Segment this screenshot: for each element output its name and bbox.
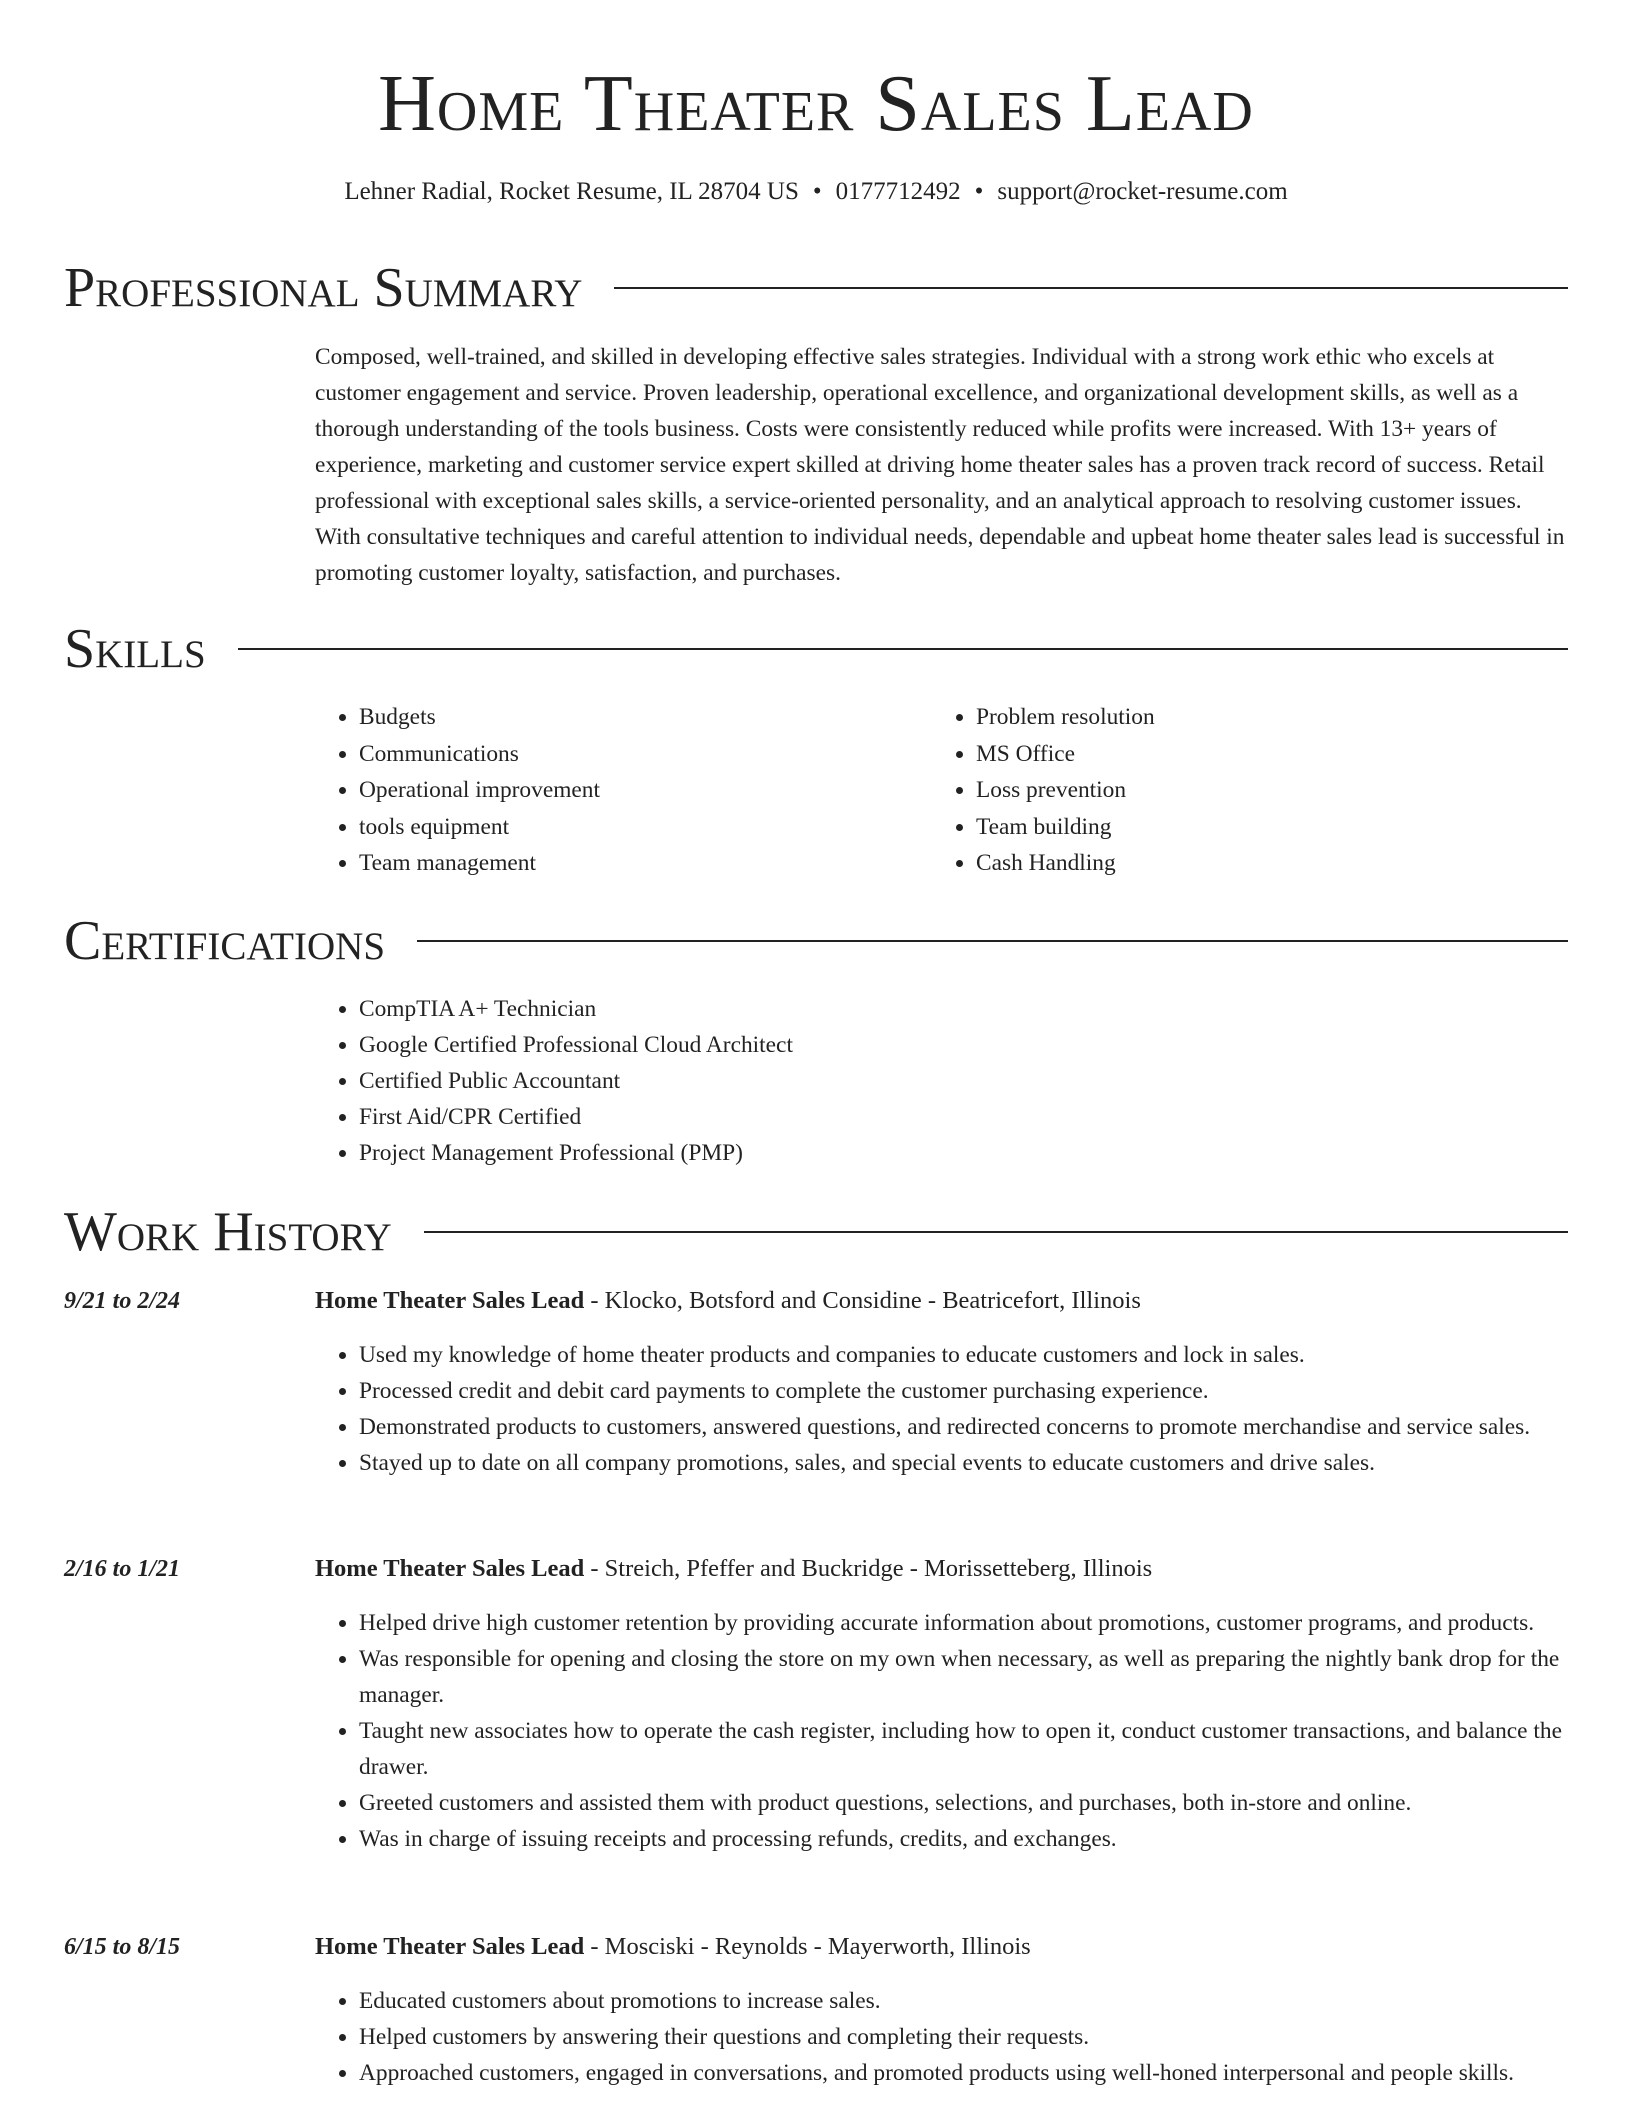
- job-company: - Klocko, Botsford and Considine - Beatricefort, Illinois: [584, 1287, 1141, 1314]
- job-bullet: • Processed credit and debit card payments to complete the customer purchasing experience.: [359, 1373, 1570, 1409]
- contact-line: [0, 174, 1632, 210]
- job-heading: [315, 1929, 1031, 1965]
- job-bullets: [315, 1605, 1570, 1857]
- job-bullet: • Educated customers about promotions to increase sales.: [359, 1983, 1570, 2019]
- job-bullet: • Taught new associates how to operate the cash register, including how to open it, conduct customer transactions, and balance the drawer.: [359, 1713, 1570, 1785]
- work-history-section-title: Work History: [64, 1201, 392, 1263]
- resume-name: Home Theater Sales Lead: [378, 60, 1254, 148]
- job-bullet: • Was in charge of issuing receipts and processing refunds, credits, and exchanges.: [359, 1821, 1570, 1857]
- job-heading: [315, 1283, 1141, 1319]
- job-company: - Streich, Pfeffer and Buckridge - Morissetteberg, Illinois: [584, 1555, 1153, 1582]
- job-title: Home Theater Sales Lead: [315, 1555, 585, 1582]
- job-bullet: • Approached customers, engaged in conversations, and promoted products using well-honed interpersonal and people skills.: [359, 2055, 1570, 2091]
- certification-item: • First Aid/CPR Certified: [359, 1099, 1459, 1135]
- job-dates: 6/15 to 8/15: [64, 1934, 181, 1960]
- job-bullet: • Used my knowledge of home theater products and companies to educate customers and lock in sales.: [359, 1337, 1570, 1373]
- job-title: Home Theater Sales Lead: [315, 1933, 585, 1960]
- work-history-section-header: [64, 1197, 1568, 1267]
- certifications-section-header: [64, 906, 1568, 976]
- certification-item: • CompTIA A+ Technician: [359, 991, 1459, 1027]
- job-bullets: [315, 1983, 1570, 2091]
- certification-item: • Certified Public Accountant: [359, 1063, 1459, 1099]
- job-bullets: [315, 1337, 1570, 1481]
- email: support@rocket-resume.com: [997, 178, 1288, 205]
- summary-section-title: Professional Summary: [64, 257, 583, 319]
- job-bullet: • Helped customers by answering their questions and completing their requests.: [359, 2019, 1570, 2055]
- certification-item: • Project Management Professional (PMP): [359, 1135, 1459, 1171]
- job-bullet: • Stayed up to date on all company promotions, sales, and special events to educate customers and drive sales.: [359, 1445, 1570, 1481]
- certification-item: • Google Certified Professional Cloud Architect: [359, 1027, 1459, 1063]
- contact-separator: •: [812, 178, 822, 205]
- skills-section-header: [64, 614, 1568, 684]
- skill-item: • Budgets: [359, 699, 919, 736]
- job-company: - Mosciski - Reynolds - Mayerworth, Illinois: [584, 1933, 1031, 1960]
- job-bullet: • Greeted customers and assisted them with product questions, selections, and purchases, both in-store and online.: [359, 1785, 1570, 1821]
- job-heading: [315, 1551, 1152, 1587]
- job-dates: 9/21 to 2/24: [64, 1288, 181, 1314]
- phone: 0177712492: [835, 178, 961, 205]
- skill-item: • Communications: [359, 736, 919, 773]
- contact-separator: •: [974, 178, 984, 205]
- job-bullet: • Demonstrated products to customers, answered questions, and redirected concerns to promote merchandise and service sales.: [359, 1409, 1570, 1445]
- skill-item: • Team management: [359, 845, 919, 882]
- certifications-section-title: Certifications: [64, 910, 386, 972]
- skills-list-left: [315, 699, 919, 882]
- skill-item: • Cash Handling: [976, 845, 1536, 882]
- address: Lehner Radial, Rocket Resume, IL 28704 US: [344, 178, 799, 205]
- skill-item: • Operational improvement: [359, 772, 919, 809]
- skills-section-title: Skills: [64, 618, 206, 680]
- job-title: Home Theater Sales Lead: [315, 1287, 585, 1314]
- job-dates: 2/16 to 1/21: [64, 1556, 181, 1582]
- summary-text: Composed, well-trained, and skilled in developing effective sales strategies. Individual with a strong work ethic who excels at customer engagement and service. Proven leadership, operational excellence, and organizational development skills, as well as a thorough understanding of the tools business. Costs were consistently reduced while profits were increased. With 13+ years of experience, marketing and customer service expert skilled at driving home theater sales has a proven track record of success. Retail professional with exceptional sales skills, a service-oriented personality, and an analytical approach to resolving customer issues. With consultative techniques and careful attention to individual needs, dependable and upbeat home theater sales lead is successful in promoting customer loyalty, satisfaction, and purchases.: [315, 344, 1565, 586]
- certifications-list: [315, 991, 1459, 1171]
- section-divider: [238, 648, 1568, 650]
- job-bullet: • Was responsible for opening and closing the store on my own when necessary, as well as preparing the nightly bank drop for the manager.: [359, 1641, 1570, 1713]
- summary-section-header: [64, 253, 1568, 323]
- skill-item: • Problem resolution: [976, 699, 1536, 736]
- skill-item: • MS Office: [976, 736, 1536, 773]
- skill-item: • tools equipment: [359, 809, 919, 846]
- skills-list-right: [932, 699, 1536, 882]
- skill-item: • Loss prevention: [976, 772, 1536, 809]
- section-divider: [424, 1231, 1568, 1233]
- job-bullet: • Helped drive high customer retention by providing accurate information about promotions, customer programs, and products.: [359, 1605, 1570, 1641]
- skill-item: • Team building: [976, 809, 1536, 846]
- section-divider: [614, 287, 1568, 289]
- section-divider: [417, 940, 1568, 942]
